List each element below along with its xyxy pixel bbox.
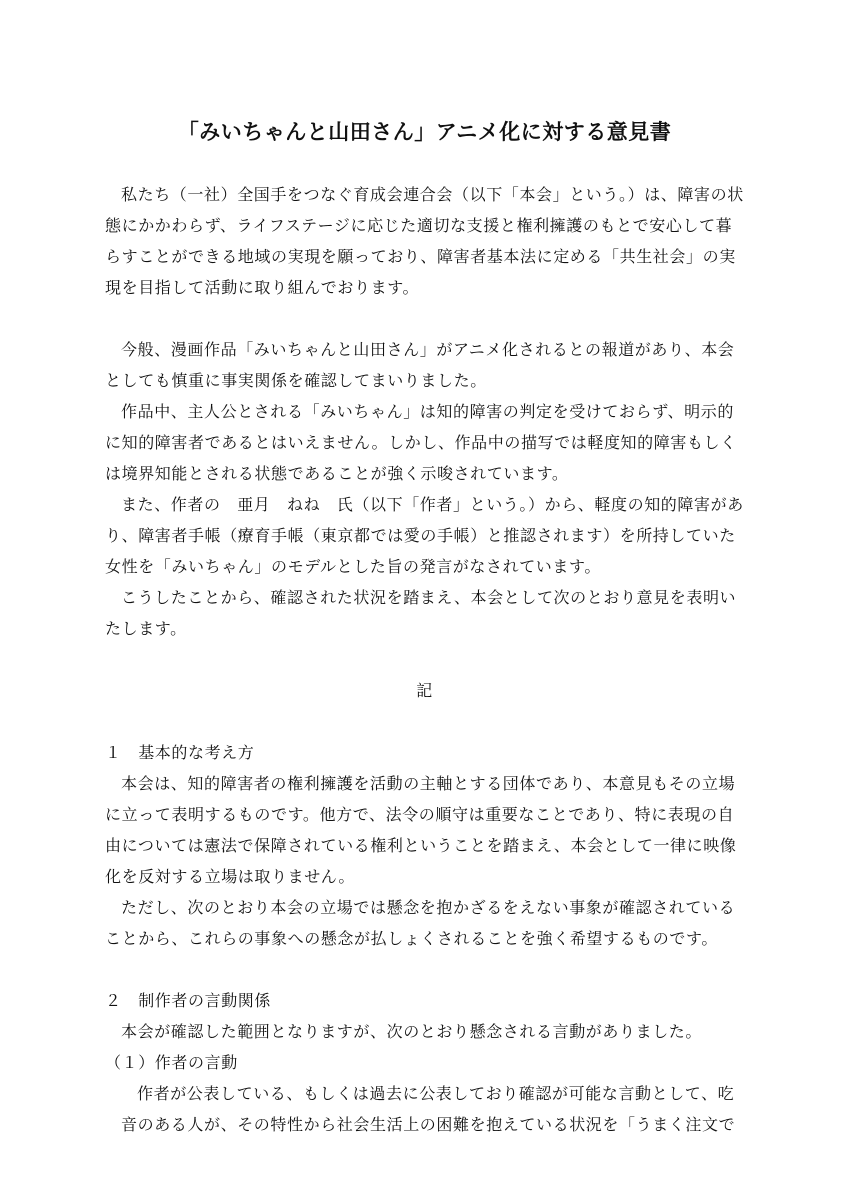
section1-heading: １ 基本的な考え方 <box>105 743 255 762</box>
section2-sub1-paragraph: 作者が公表している、もしくは過去に公表しており確認が可能な言動として、吃音のある人が、その特性から社会生活上の困難を抱えている状況を「うまく注文で <box>121 1084 736 1134</box>
paragraph-report: 今般、漫画作品「みいちゃんと山田さん」がアニメ化されるとの報道があり、本会としても慎重に事実関係を確認してまいりました。 <box>105 340 735 390</box>
section1-paragraph-2: ただし、次のとおり本会の立場では懸念を抱かざるをえない事象が確認されていることから、これらの事象への懸念が払しょくされることを強く希望するものです。 <box>105 898 736 948</box>
section1-paragraph-1: 本会は、知的障害者の権利擁護を活動の主軸とする団体であり、本意見もその立場に立って表明するものです。他方で、法令の順守は重要なことであり、特に表現の自由については憲法で保障されている権利ということを踏まえ、本会として一律に映像化を反対する立場は取りません。 <box>105 774 737 886</box>
spacer <box>105 303 744 334</box>
section2-paragraph-1: 本会が確認した範囲となりますが、次のとおり懸念される言動がありました。 <box>121 1022 703 1041</box>
paragraph-protagonist: 作品中、主人公とされる「みいちゃん」は知的障害の判定を受けておらず、明示的に知的障害者であるとはいえません。しかし、作品中の描写では軽度知的障害もしくは境界知能とされる状態であることが強く示唆されています。 <box>105 402 737 483</box>
spacer <box>105 706 744 737</box>
ki-marker: 記 <box>416 681 433 700</box>
document-title: 「みいちゃんと山田さん」アニメ化に対する意見書 <box>177 120 672 144</box>
section2-sub1-heading: （１）作者の言動 <box>105 1053 238 1072</box>
spacer <box>105 644 744 675</box>
spacer <box>105 954 744 985</box>
paragraph-author: また、作者の 亜月 ねね 氏（以下「作者」という。）から、軽度の知的障害があり、障害者手帳（療育手帳（東京都では愛の手帳）と推認されます）を所持していた女性を「みいちゃん」のモデルとした旨の発言がなされています。 <box>105 495 744 576</box>
intro-paragraph: 私たち（一社）全国手をつなぐ育成会連合会（以下「本会」という。）は、障害の状態にかかわらず、ライフステージに応じた適切な支援と権利擁護のもとで安心して暮らすことができる地域の実現を願っており、障害者基本法に定める「共生社会」の実現を目指して活動に取り組んでおります。 <box>105 185 744 297</box>
paragraph-conclusion: こうしたことから、確認された状況を踏まえ、本会として次のとおり意見を表明いたします。 <box>105 588 737 638</box>
section2-heading: ２ 制作者の言動関係 <box>105 991 272 1010</box>
